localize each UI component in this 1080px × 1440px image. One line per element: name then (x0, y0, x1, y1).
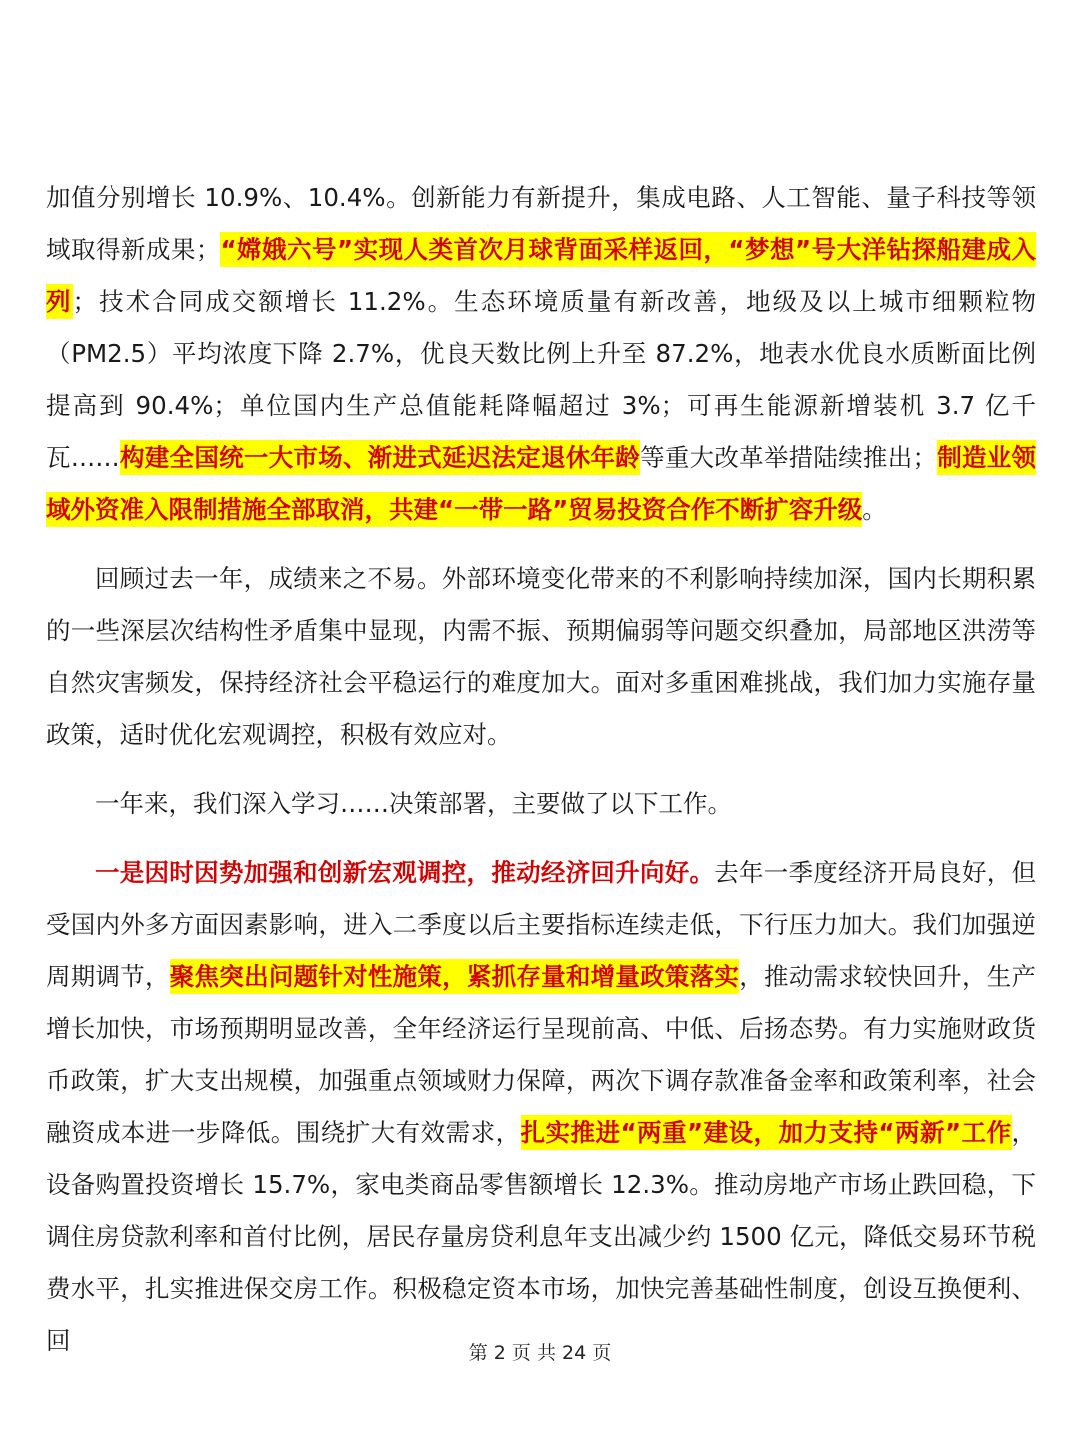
body-text-segment: ；技术合同成交额增长 11.2%。生态环境质量有新改善，地级及以上城市细颗粒物（PM2.5）平均浓度下降 2.7%，优良天数比例上升至 87.2%，地表水优良水质断面比例提高到 90.4%；单位国内生产总值能耗降幅超过 3%；可再生能源新增装机 3.7 亿千瓦…… (46, 287, 1036, 472)
highlighted-text: “嫦娥六号”实现人类首次月球背面采样返回，“梦想”号大洋钻探船建成入列 (46, 232, 1036, 319)
paragraph (46, 847, 1036, 1367)
body-text-segment: 等重大改革举措陆续推出； (640, 443, 937, 472)
highlighted-text: 扎实推进“两重”建设，加力支持“两新”工作 (521, 1115, 1012, 1150)
paragraph (46, 778, 1036, 830)
body-text-segment: 一年来，我们深入学习……决策部署，主要做了以下工作。 (95, 789, 732, 818)
emphasis-heading-text: 一是因时因势加强和创新宏观调控，推动经济回升向好。 (95, 858, 715, 887)
body-text-segment: ，推动需求较快回升，生产增长加快，市场预期明显改善，全年经济运行呈现前高、中低、后扬态势。有力实施财政货币政策，扩大支出规模，加强重点领域财力保障，两次下调存款准备金率和政策利率，社会融资成本进一步降低。围绕扩大有效需求， (46, 962, 1037, 1147)
body-text-segment: 去年一季度经济开局良好，但受国内外多方面因素影响，进入二季度以后主要指标连续走低，下行压力加大。我们加强逆周期调节， (46, 858, 1037, 991)
document-body (46, 172, 1036, 1367)
body-text-segment: 加值分别增长 10.9%、10.4%。创新能力有新提升，集成电路、人工智能、量子科技等领域取得新成果； (46, 183, 1036, 264)
highlighted-text: 构建全国统一大市场、渐进式延迟法定退休年龄 (120, 440, 640, 475)
paragraph (46, 553, 1036, 761)
body-text-segment: ，设备购置投资增长 15.7%，家电类商品零售额增长 12.3%。推动房地产市场止跌回稳，下调住房贷款利率和首付比例，居民存量房贷利息年支出减少约 1500 亿元，降低交易环节税费水平，扎实推进保交房工作。积极稳定资本市场，加快完善基础性制度，创设互换便利、回 (46, 1118, 1036, 1355)
paragraph (46, 172, 1036, 536)
highlighted-text: 制造业领域外资准入限制措施全部取消，共建“一带一路”贸易投资合作不断扩容升级 (46, 440, 1036, 527)
body-text-segment: 回顾过去一年，成绩来之不易。外部环境变化带来的不利影响持续加深，国内长期积累的一些深层次结构性矛盾集中显现，内需不振、预期偏弱等问题交织叠加，局部地区洪涝等自然灾害频发，保持经济社会平稳运行的难度加大。面对多重困难挑战，我们加力实施存量政策，适时优化宏观调控，积极有效应对。 (46, 564, 1036, 749)
body-text-segment: 。 (862, 495, 887, 524)
highlighted-text: 聚焦突出问题针对性施策，紧抓存量和增量政策落实 (170, 959, 739, 994)
page-number-footer: 第 2 页 共 24 页 (468, 1342, 612, 1364)
